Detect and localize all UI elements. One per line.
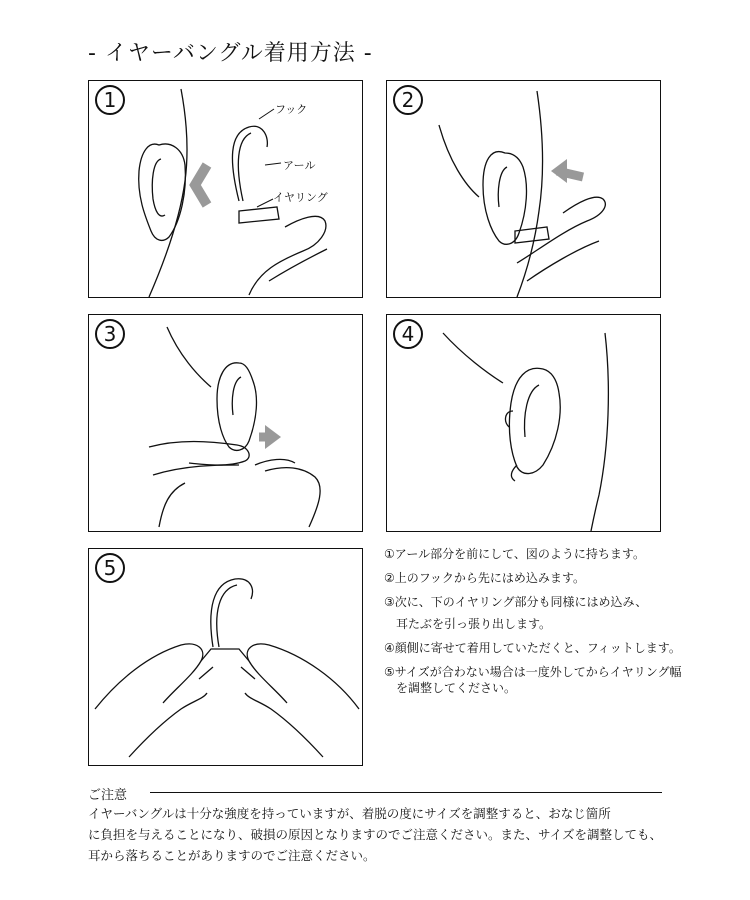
step-number-badge: 3 <box>95 319 125 349</box>
step-text-2: ②上のフックから先にはめ込みます。 <box>384 571 585 585</box>
instruction-steps <box>384 546 744 704</box>
step-number-badge: 2 <box>393 85 423 115</box>
step-text-1: ①アール部分を前にして、図のように持ちます。 <box>384 547 645 561</box>
step-1-illustration <box>88 80 363 298</box>
adjust-width-diagram <box>89 549 364 767</box>
step-5-illustration <box>88 548 363 766</box>
hook-label: フック <box>275 103 308 116</box>
step-text-5-cont: を調整してください。 <box>396 681 517 695</box>
notice-heading: ご注意 <box>88 788 128 803</box>
notice-body <box>88 803 678 866</box>
step-text-5: ⑤サイズが合わない場合は一度外してからイヤリング幅 <box>384 665 682 679</box>
step-number-badge: 5 <box>95 553 125 583</box>
step-text-3-cont: 耳たぶを引っ張り出します。 <box>396 617 552 631</box>
worn-ear-diagram <box>387 315 662 533</box>
step-3-illustration <box>88 314 363 532</box>
step-2-illustration <box>386 80 661 298</box>
step-4-illustration <box>386 314 661 532</box>
step-text-3: ③次に、下のイヤリング部分も同様にはめ込み、 <box>384 595 648 609</box>
step-text-4: ④顔側に寄せて着用していただくと、フィットします。 <box>384 641 681 655</box>
notice-line-2: に負担を与えることになり、破損の原因となりますのでご注意ください。また、サイズを調整しても、 <box>88 827 663 842</box>
earlobe-pull-diagram <box>89 315 364 533</box>
notice-divider <box>150 792 662 793</box>
ear-insert-diagram <box>387 81 662 299</box>
notice-line-3: 耳から落ちることがありますのでご注意ください。 <box>88 848 376 863</box>
page-title: - イヤーバングル着用方法 - <box>88 41 373 66</box>
step-number-badge: 4 <box>393 319 423 349</box>
step-number-badge: 1 <box>95 85 125 115</box>
arl-label: アール <box>283 159 316 172</box>
earring-label: イヤリング <box>273 191 328 204</box>
notice-line-1: イヤーバングルは十分な強度を持っていますが、着脱の度にサイズを調整すると、おなじ箇所 <box>88 806 611 821</box>
